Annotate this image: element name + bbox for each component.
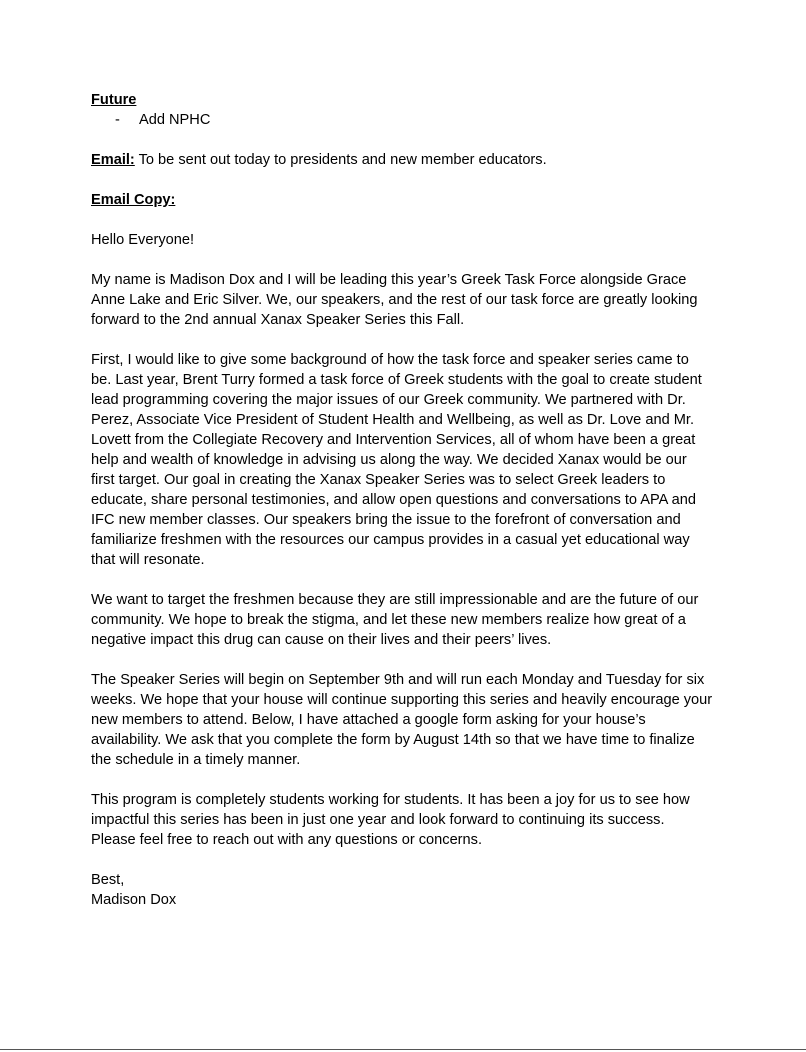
letter-signature: Madison Dox xyxy=(91,892,177,908)
letter-paragraph-closing xyxy=(91,790,731,850)
letter-paragraph-background xyxy=(91,350,731,570)
spacer xyxy=(91,650,731,670)
letter-paragraph-schedule xyxy=(91,670,731,770)
email-line xyxy=(91,150,731,170)
spacer xyxy=(91,850,731,870)
spacer xyxy=(91,250,731,270)
paragraph-line: negative impact this drug can cause on their lives and their peers’ lives. xyxy=(91,632,552,648)
spacer xyxy=(91,130,731,150)
letter-greeting: Hello Everyone! xyxy=(91,232,195,248)
paragraph-line: lead programming covering the major issues of our Greek community. We partnered with Dr. xyxy=(91,392,686,408)
paragraph-line: first target. Our goal in creating the Xanax Speaker Series was to select Greek leaders to xyxy=(91,472,666,488)
paragraph-line: The Speaker Series will begin on September 9th and will run each Monday and Tuesday for six xyxy=(91,672,705,688)
paragraph-line: Perez, Associate Vice President of Student Health and Wellbeing, as well as Dr. Love and Mr. xyxy=(91,412,695,428)
paragraph-line: My name is Madison Dox and I will be leading this year’s Greek Task Force alongside Grace xyxy=(91,272,687,288)
future-heading: Future xyxy=(91,92,137,108)
paragraph-line: community. We hope to break the stigma, and let these new members realize how great of a xyxy=(91,612,686,628)
list-item-text: Add NPHC xyxy=(139,112,211,128)
spacer xyxy=(91,570,731,590)
paragraph-line: We want to target the freshmen because they are still impressionable and are the future of our xyxy=(91,592,699,608)
paragraph-line: IFC new member classes. Our speakers bring the issue to the forefront of conversation and xyxy=(91,512,681,528)
paragraph-line: the schedule in a timely manner. xyxy=(91,752,301,768)
paragraph-line: new members to attend. Below, I have attached a google form asking for your house’s xyxy=(91,712,646,728)
email-copy-heading: Email Copy: xyxy=(91,192,176,208)
spacer xyxy=(91,770,731,790)
paragraph-line: be. Last year, Brent Turry formed a task force of Greek students with the goal to create student xyxy=(91,372,702,388)
spacer xyxy=(91,170,731,190)
paragraph-line: forward to the 2nd annual Xanax Speaker Series this Fall. xyxy=(91,312,465,328)
letter-paragraph-target xyxy=(91,590,731,650)
bullet-dash: - xyxy=(115,112,120,128)
spacer xyxy=(91,330,731,350)
paragraph-line: First, I would like to give some background of how the task force and speaker series came to xyxy=(91,352,689,368)
page-bottom-divider xyxy=(0,1049,806,1050)
paragraph-line: Lovett from the Collegiate Recovery and Intervention Services, all of whom have been a great xyxy=(91,432,696,448)
paragraph-line: This program is completely students working for students. It has been a joy for us to see how xyxy=(91,792,690,808)
letter-closing: Best, xyxy=(91,872,125,888)
letter-paragraph-intro xyxy=(91,270,731,330)
paragraph-line: familiarize freshmen with the resources our campus provides in a casual yet educational way xyxy=(91,532,690,548)
email-label: Email: xyxy=(91,152,135,168)
paragraph-line: weeks. We hope that your house will continue supporting this series and heavily encourage your xyxy=(91,692,713,708)
document-page xyxy=(91,90,731,910)
paragraph-line: Anne Lake and Eric Silver. We, our speakers, and the rest of our task force are greatly looking xyxy=(91,292,698,308)
paragraph-line: Please feel free to reach out with any questions or concerns. xyxy=(91,832,483,848)
email-text: To be sent out today to presidents and new member educators. xyxy=(134,152,547,168)
paragraph-line: educate, share personal testimonies, and allow open questions and conversations to APA and xyxy=(91,492,696,508)
spacer xyxy=(91,210,731,230)
paragraph-line: help and wealth of knowledge in advising us along the way. We decided Xanax would be our xyxy=(91,452,687,468)
list-item xyxy=(91,110,731,130)
paragraph-line: that will resonate. xyxy=(91,552,205,568)
paragraph-line: availability. We ask that you complete the form by August 14th so that we have time to finalize xyxy=(91,732,695,748)
paragraph-line: impactful this series has been in just one year and look forward to continuing its success. xyxy=(91,812,665,828)
